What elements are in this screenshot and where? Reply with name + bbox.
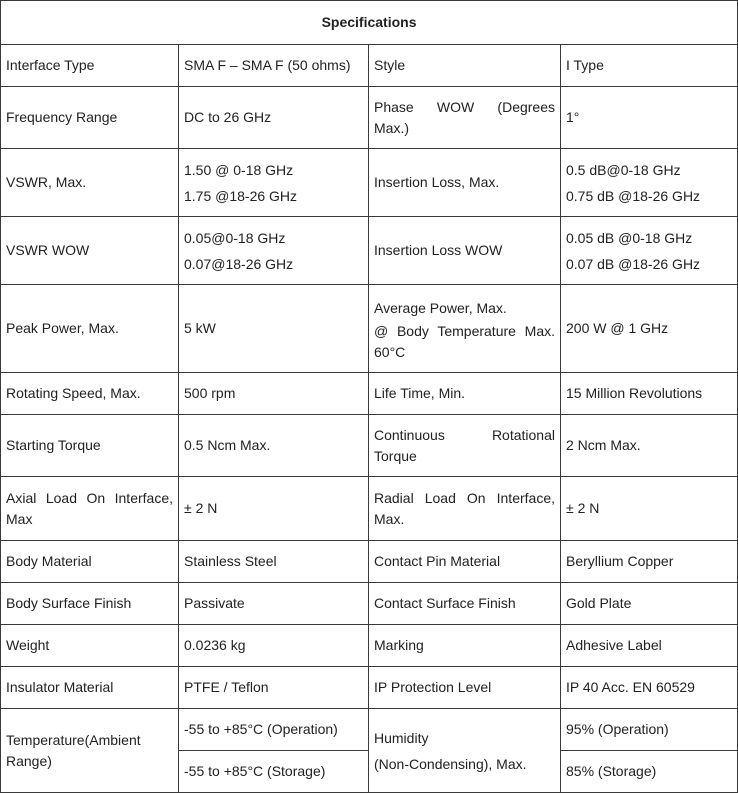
spec-value: -55 to +85°C (Operation) [179, 709, 369, 751]
table-row [1, 87, 738, 149]
spec-value: Stainless Steel [179, 541, 369, 583]
spec-label-line: Torque [374, 447, 417, 464]
spec-value: SMA F – SMA F (50 ohms) [179, 45, 369, 87]
spec-value-line: 0.5 dB@0-18 GHz [566, 161, 681, 178]
table-row [1, 541, 738, 583]
spec-label-line: Axial Load On Interface, [6, 489, 173, 506]
table-row [1, 45, 738, 87]
table-header-row [1, 1, 738, 45]
spec-value: IP 40 Acc. EN 60529 [561, 667, 738, 709]
spec-label-line: Phase WOW (Degrees [374, 98, 555, 115]
spec-label-line: @ Body Temperature Max. [374, 322, 555, 339]
spec-label: VSWR, Max. [1, 149, 179, 217]
spec-value: 95% (Operation) [561, 709, 738, 751]
spec-label-line: Humidity [374, 729, 429, 746]
spec-value: 0.5 Ncm Max. [179, 415, 369, 477]
spec-value: Gold Plate [561, 583, 738, 625]
spec-value: 500 rpm [179, 373, 369, 415]
spec-value: PTFE / Teflon [179, 667, 369, 709]
spec-label: Frequency Range [1, 87, 179, 149]
spec-value: 2 Ncm Max. [561, 415, 738, 477]
spec-value: ± 2 N [561, 477, 738, 541]
spec-label: Peak Power, Max. [1, 285, 179, 373]
table-row [1, 583, 738, 625]
table-row [1, 667, 738, 709]
spec-value: Beryllium Copper [561, 541, 738, 583]
spec-label-line: Max.) [374, 119, 409, 136]
spec-label-line: (Non-Condensing), Max. [374, 755, 527, 772]
spec-label: Weight [1, 625, 179, 667]
spec-value-line: 0.75 dB @18-26 GHz [566, 187, 701, 204]
spec-label: Contact Pin Material [369, 541, 561, 583]
spec-value: Adhesive Label [561, 625, 738, 667]
spec-label: Insertion Loss WOW [369, 217, 561, 285]
spec-value: ± 2 N [179, 477, 369, 541]
spec-value: DC to 26 GHz [179, 87, 369, 149]
spec-label: VSWR WOW [1, 217, 179, 285]
spec-value: Passivate [179, 583, 369, 625]
spec-value: -55 to +85°C (Storage) [179, 751, 369, 793]
spec-value-line: 1.75 @18-26 GHz [184, 187, 298, 204]
spec-label: Rotating Speed, Max. [1, 373, 179, 415]
spec-value-multiline [561, 149, 738, 217]
spec-label: Style [369, 45, 561, 87]
spec-label: Contact Surface Finish [369, 583, 561, 625]
spec-label-multiline [369, 709, 561, 793]
spec-value: 0.0236 kg [179, 625, 369, 667]
table-row [1, 149, 738, 217]
table-title: Specifications [1, 1, 738, 45]
spec-label: Interface Type [1, 45, 179, 87]
spec-value-line: 0.07@18-26 GHz [184, 255, 294, 272]
spec-label: Body Surface Finish [1, 583, 179, 625]
table-row [1, 625, 738, 667]
spec-label-multiline [369, 477, 561, 541]
table-row [1, 373, 738, 415]
spec-label-line: Continuous Rotational [374, 426, 555, 443]
spec-value-multiline [561, 217, 738, 285]
spec-value-line: 1.50 @ 0-18 GHz [184, 161, 294, 178]
spec-label-line: Range) [6, 752, 52, 769]
spec-label-line: 60°C [374, 343, 406, 360]
spec-label-multiline [369, 87, 561, 149]
spec-value-line: 0.05@0-18 GHz [184, 229, 286, 246]
spec-label-line: Max. [374, 510, 405, 527]
spec-label-multiline [369, 285, 561, 373]
spec-label: Marking [369, 625, 561, 667]
spec-value: 15 Million Revolutions [561, 373, 738, 415]
spec-label: Starting Torque [1, 415, 179, 477]
table-row [1, 415, 738, 477]
spec-value: 1° [561, 87, 738, 149]
spec-label: Life Time, Min. [369, 373, 561, 415]
spec-label-line: Temperature(Ambient [6, 731, 141, 748]
spec-value: 85% (Storage) [561, 751, 738, 793]
spec-label: Insulator Material [1, 667, 179, 709]
spec-value-line: 0.05 dB @0-18 GHz [566, 229, 693, 246]
spec-label-line: Average Power, Max. [374, 299, 507, 316]
table-row [1, 709, 738, 751]
spec-label: Body Material [1, 541, 179, 583]
spec-label-multiline [1, 477, 179, 541]
spec-label-line: Max [6, 510, 33, 527]
spec-value: 5 kW [179, 285, 369, 373]
spec-value-multiline [179, 149, 369, 217]
spec-value: 200 W @ 1 GHz [561, 285, 738, 373]
spec-value-multiline [179, 217, 369, 285]
table-row [1, 285, 738, 373]
table-row [1, 477, 738, 541]
table-row [1, 217, 738, 285]
spec-value: I Type [561, 45, 738, 87]
spec-label-line: Radial Load On Interface, [374, 489, 555, 506]
spec-label-multiline [1, 709, 179, 793]
spec-label-multiline [369, 415, 561, 477]
spec-value-line: 0.07 dB @18-26 GHz [566, 255, 701, 272]
spec-label: IP Protection Level [369, 667, 561, 709]
spec-label: Insertion Loss, Max. [369, 149, 561, 217]
